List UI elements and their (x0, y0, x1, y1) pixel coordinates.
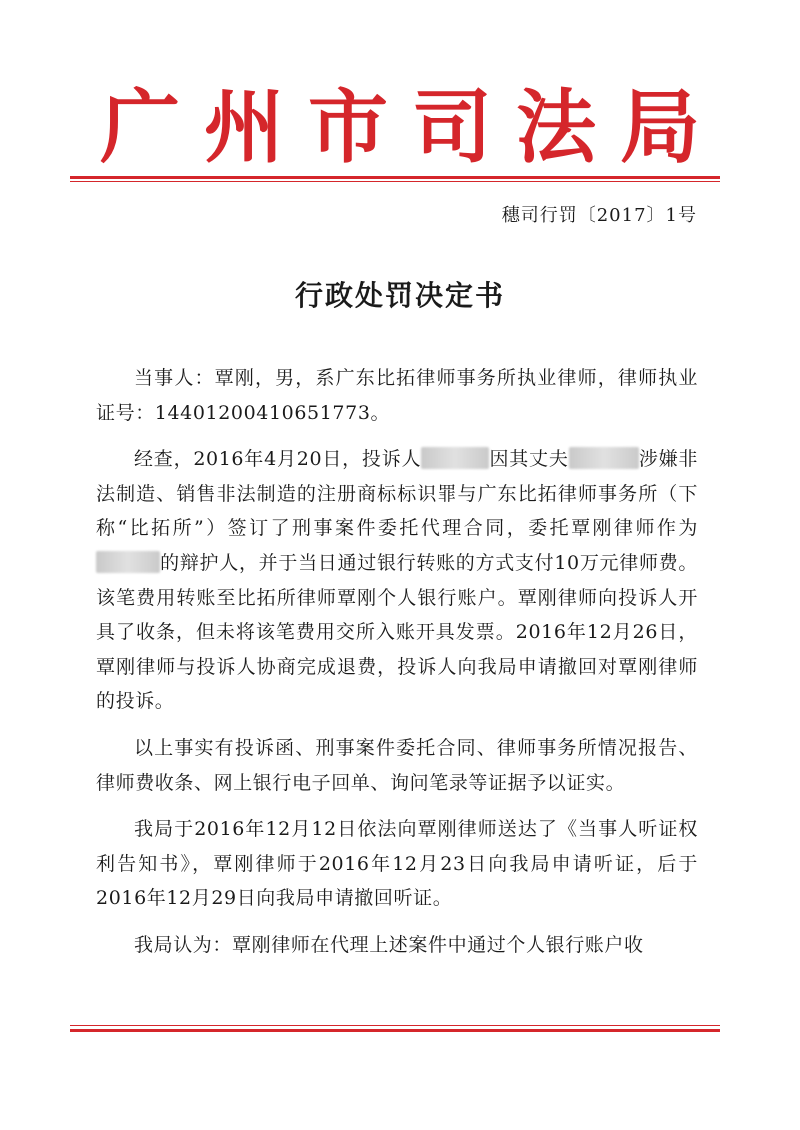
letterhead-char: 市 (308, 80, 388, 174)
redaction-block (96, 551, 160, 573)
paragraph-hearing: 我局于2016年12月12日依法向覃刚律师送达了《当事人听证权利告知书》，覃刚律师于2016年12月23日向我局申请听证，后于2016年12月29日向我局申请撤回听证。 (96, 818, 698, 910)
text-run: 涉嫌非法制造、销售非法制造的注册商标标识罪与广东比拓律师事务所（下称“比拓所”）签订了刑事案件委托代理合同，委托覃刚律师作为 (96, 448, 698, 540)
text-run: 的辩护人，并于当日通过银行转账的方式支付10万元律师费。该笔费用转账至比拓所律师覃刚个人银行账户。覃刚律师向投诉人开具了收条，但未将该笔费用交所入账开具发票。2016年12月26日，覃刚律师与投诉人协商完成退费，投诉人向我局申请撤回对覃刚律师的投诉。 (96, 551, 698, 713)
text-run: 经查，2016年4月20日，投诉人 (134, 448, 422, 471)
paragraph-party: 当事人：覃刚，男，系广东比拓律师事务所执业律师，律师执业证号：14401200410651773。 (96, 367, 698, 424)
footer-rule-thin (70, 1025, 720, 1026)
footer-rule-thick (70, 1029, 720, 1032)
letterhead-char: 广 (100, 80, 180, 174)
redaction-block (421, 447, 489, 469)
header-rule-thick (70, 176, 720, 179)
paragraph-opinion: 我局认为：覃刚律师在代理上述案件中通过个人银行账户收 (134, 933, 644, 956)
letterhead-title (100, 82, 700, 172)
document-number: 穗司行罚〔2017〕1号 (501, 205, 697, 226)
letterhead-char: 法 (516, 80, 596, 174)
letterhead-char: 州 (204, 80, 284, 174)
letterhead-char: 局 (620, 80, 700, 174)
header-rule-thin (70, 181, 720, 182)
paragraph-findings (96, 442, 698, 719)
redaction-block (569, 447, 639, 469)
paragraph-evidence: 以上事实有投诉函、刑事案件委托合同、律师事务所情况报告、律师费收条、网上银行电子回单、询问笔录等证据予以证实。 (96, 736, 698, 794)
text-run: 因其丈夫 (489, 448, 569, 471)
letterhead-char: 司 (412, 80, 492, 174)
document-body (96, 361, 698, 975)
document-title: 行政处罚决定书 (294, 279, 505, 312)
